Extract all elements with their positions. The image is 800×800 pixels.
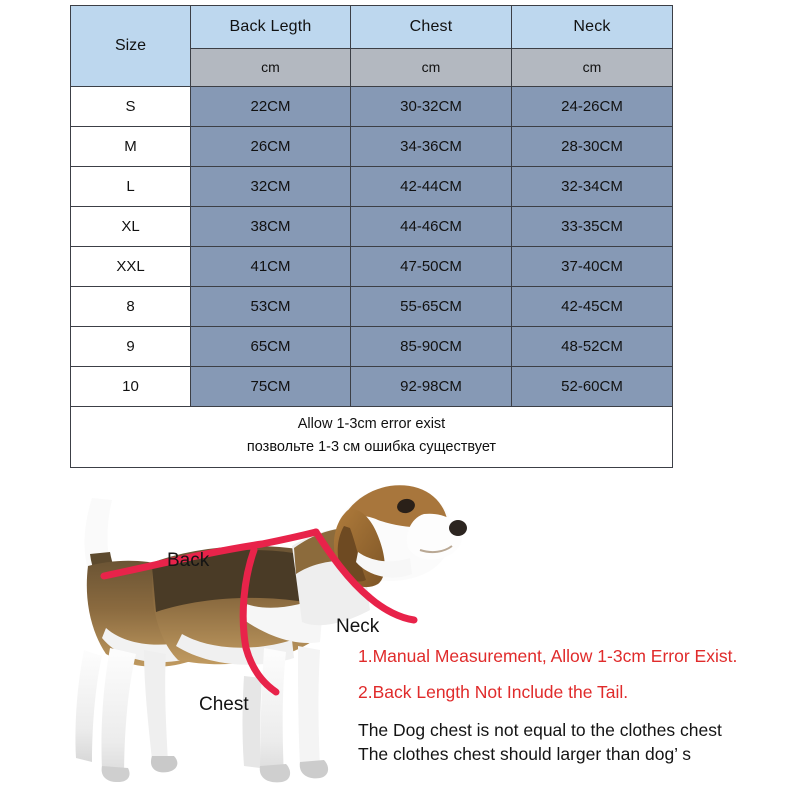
unit-chest: cm xyxy=(351,48,512,86)
measure-label-chest: Chest xyxy=(199,694,249,715)
cell-size: L xyxy=(71,166,191,206)
table-row xyxy=(71,286,673,326)
cell-chest: 42-44CM xyxy=(351,166,512,206)
cell-size: S xyxy=(71,86,191,126)
table-header-row xyxy=(71,6,673,49)
cell-back: 75CM xyxy=(191,366,351,406)
column-header-neck: Neck xyxy=(512,6,673,49)
cell-chest: 47-50CM xyxy=(351,246,512,286)
cell-neck: 52-60CM xyxy=(512,366,673,406)
measure-label-neck: Neck xyxy=(336,616,380,637)
unit-neck: cm xyxy=(512,48,673,86)
cell-neck: 48-52CM xyxy=(512,326,673,366)
cell-back: 38CM xyxy=(191,206,351,246)
unit-back-length: cm xyxy=(191,48,351,86)
cell-neck: 37-40CM xyxy=(512,246,673,286)
cell-back: 26CM xyxy=(191,126,351,166)
table-row xyxy=(71,126,673,166)
table-row xyxy=(71,86,673,126)
cell-back: 22CM xyxy=(191,86,351,126)
cell-back: 65CM xyxy=(191,326,351,366)
column-header-back-length: Back Legth xyxy=(191,6,351,49)
cell-size: 8 xyxy=(71,286,191,326)
footer-note-en: Allow 1-3cm error exist xyxy=(297,415,446,432)
note-line-1: 1.Manual Measurement, Allow 1-3cm Error Exist. xyxy=(358,646,738,666)
dog-leg-near-hind xyxy=(101,648,136,782)
cell-chest: 55-65CM xyxy=(351,286,512,326)
cell-size: M xyxy=(71,126,191,166)
note-line-2: 2.Back Length Not Include the Tail. xyxy=(358,681,629,702)
column-header-chest: Chest xyxy=(351,6,512,49)
dog-leg-far-hind xyxy=(75,650,102,762)
cell-chest: 85-90CM xyxy=(351,326,512,366)
cell-neck: 33-35CM xyxy=(512,206,673,246)
cell-neck: 32-34CM xyxy=(512,166,673,206)
table-row xyxy=(71,326,673,366)
table-row xyxy=(71,166,673,206)
cell-back: 41CM xyxy=(191,246,351,286)
measure-label-back: Back xyxy=(167,550,210,571)
cell-back: 53CM xyxy=(191,286,351,326)
dog-paw-near-hind xyxy=(102,766,130,782)
cell-back: 32CM xyxy=(191,166,351,206)
cell-size: XXL xyxy=(71,246,191,286)
cell-size: 9 xyxy=(71,326,191,366)
table-row xyxy=(71,246,673,286)
size-chart-table xyxy=(70,5,673,468)
table-footer-note xyxy=(71,406,673,467)
table-footer-row xyxy=(71,406,673,467)
table-row xyxy=(71,206,673,246)
cell-chest: 44-46CM xyxy=(351,206,512,246)
dog-leg-mid xyxy=(144,650,168,762)
footer-note-ru: позвольте 1-3 см ошибка существует xyxy=(246,438,497,455)
cell-chest: 34-36CM xyxy=(351,126,512,166)
size-chart-table-container xyxy=(70,5,672,468)
dog-leg-far-front xyxy=(243,676,263,768)
note-line-3: The Dog chest is not equal to the clothes chest xyxy=(358,720,722,740)
dog-paw-mid xyxy=(151,756,177,772)
dog-leg-near-front xyxy=(260,648,286,781)
cell-size: 10 xyxy=(71,366,191,406)
cell-size: XL xyxy=(71,206,191,246)
cell-neck: 42-45CM xyxy=(512,286,673,326)
cell-chest: 92-98CM xyxy=(351,366,512,406)
cell-chest: 30-32CM xyxy=(351,86,512,126)
dog-paw-near-front xyxy=(260,764,290,782)
dog-leg-front-second xyxy=(298,646,320,768)
cell-neck: 28-30CM xyxy=(512,126,673,166)
cell-neck: 24-26CM xyxy=(512,86,673,126)
dog-paw-front-second xyxy=(300,760,328,778)
table-row xyxy=(71,366,673,406)
measurement-notes xyxy=(358,648,798,766)
note-line-4: The clothes chest should larger than dog’ s xyxy=(358,743,692,764)
column-header-size: Size xyxy=(71,6,191,87)
dog-nose xyxy=(449,520,467,536)
